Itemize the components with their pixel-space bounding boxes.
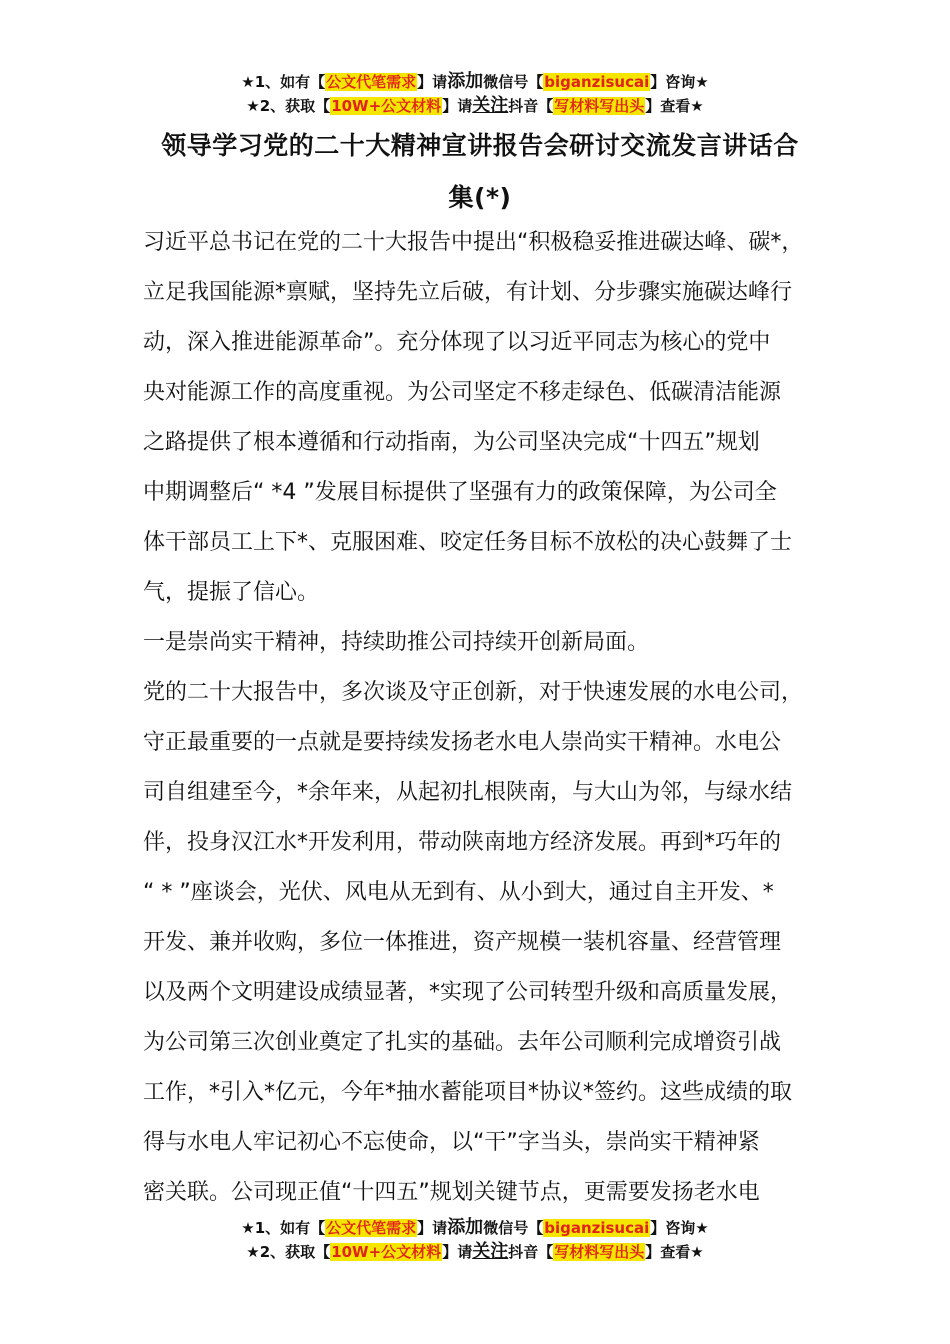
promo-line-1 xyxy=(0,70,950,94)
body-line: 伴，投身汉江水*开发利用，带动陕南地方经济发展。再到*巧年的 xyxy=(143,830,782,855)
promo-text: 抖音【 xyxy=(508,1243,554,1261)
body-line: 司自组建至今，*余年来，从起初扎根陕南，与大山为邻，与绿水结 xyxy=(143,780,793,805)
body-line: 之路提供了根本遵循和行动指南，为公司坚决完成“十四五”规划 xyxy=(143,430,760,455)
promo-line-2 xyxy=(0,94,950,118)
document-body xyxy=(143,218,833,1218)
promo-text: 】咨询★ xyxy=(650,73,709,91)
body-line: 为公司第三次创业奠定了扎实的基础。去年公司顺利完成增资引战 xyxy=(143,1030,782,1055)
body-line: 立足我国能源*禀赋，坚持先立后破，有计划、分步骤实施碳达峰行 xyxy=(143,280,793,305)
douyin-id-highlight: 写材料写出头 xyxy=(554,97,645,115)
body-line: 守正最重要的一点就是要持续发扬老水电人崇尚实干精神。水电公 xyxy=(143,730,782,755)
body-line: 得与水电人牢记初心不忘使命，以“干”字当头，崇尚实干精神紧 xyxy=(143,1130,760,1155)
promo-text: 】查看★ xyxy=(645,97,704,115)
promo-text: 】查看★ xyxy=(645,1243,704,1261)
title-line-2: 集(*) xyxy=(448,183,512,212)
promo-highlight: 公文代笔需求 xyxy=(326,73,417,91)
promo-highlight: 公文代笔需求 xyxy=(326,1219,417,1237)
top-promo-banner xyxy=(0,70,950,118)
promo-text: 】请 xyxy=(442,1243,473,1261)
body-line: “ * ”座谈会，光伏、风电从无到有、从小到大，通过自主开发、* xyxy=(143,880,774,905)
promo-line-1 xyxy=(0,1216,950,1240)
promo-text: ★2、获取【 xyxy=(246,1243,331,1261)
body-line: 体干部员工上下*、克服困难、咬定任务目标不放松的决心鼓舞了士 xyxy=(143,530,793,555)
body-line: 党的二十大报告中，多次谈及守正创新，对于快速发展的水电公司， xyxy=(143,680,804,705)
body-line: 央对能源工作的高度重视。为公司坚定不移走绿色、低碳清洁能源 xyxy=(143,380,782,405)
douyin-id-highlight: 写材料写出头 xyxy=(554,1243,645,1261)
promo-text: ★2、获取【 xyxy=(246,97,331,115)
wechat-id-highlight: biganzisucai xyxy=(544,1219,650,1237)
body-line: 开发、兼并收购，多位一体推进，资产规模一装机容量、经营管理 xyxy=(143,930,782,955)
promo-emphasis: 添加 xyxy=(447,1217,484,1238)
bottom-promo-banner xyxy=(0,1216,950,1264)
body-line: 习近平总书记在党的二十大报告中提出“积极稳妥推进碳达峰、碳*， xyxy=(143,230,804,255)
body-line: 中期调整后“ *4 ”发展目标提供了坚强有力的政策保障，为公司全 xyxy=(143,480,777,505)
promo-text: 】请 xyxy=(417,73,448,91)
promo-text: 微信号【 xyxy=(483,1219,544,1237)
promo-text: ★1、如有【 xyxy=(241,1219,326,1237)
body-line: 工作，*引入*亿元，今年*抽水蓄能项目*协议*签约。这些成绩的取 xyxy=(143,1080,793,1105)
promo-line-2 xyxy=(0,1240,950,1264)
title-line-1: 领导学习党的二十大精神宣讲报告会研讨交流发言讲话合 xyxy=(161,131,799,160)
body-line: 以及两个文明建设成绩显著，*实现了公司转型升级和高质量发展， xyxy=(143,980,793,1005)
promo-text: 微信号【 xyxy=(483,73,544,91)
promo-text: 】咨询★ xyxy=(650,1219,709,1237)
promo-highlight: 10W+公文材料 xyxy=(331,97,442,115)
document-title xyxy=(140,120,820,224)
wechat-id-highlight: biganzisucai xyxy=(544,73,650,91)
promo-text: ★1、如有【 xyxy=(241,73,326,91)
body-line: 密关联。公司现正值“十四五”规划关键节点，更需要发扬老水电 xyxy=(143,1180,760,1205)
promo-text: 抖音【 xyxy=(508,97,554,115)
promo-highlight: 10W+公文材料 xyxy=(331,1243,442,1261)
promo-text: 】请 xyxy=(417,1219,448,1237)
promo-emphasis: 添加 xyxy=(447,71,484,92)
promo-emphasis: 关注 xyxy=(472,95,509,116)
body-line: 气，提振了信心。 xyxy=(143,580,320,605)
promo-emphasis: 关注 xyxy=(472,1241,509,1262)
promo-text: 】请 xyxy=(442,97,473,115)
body-line: 动，深入推进能源革命”。充分体现了以习近平同志为核心的党中 xyxy=(143,330,771,355)
section-heading: 一是崇尚实干精神，持续助推公司持续开创新局面。 xyxy=(143,630,650,655)
